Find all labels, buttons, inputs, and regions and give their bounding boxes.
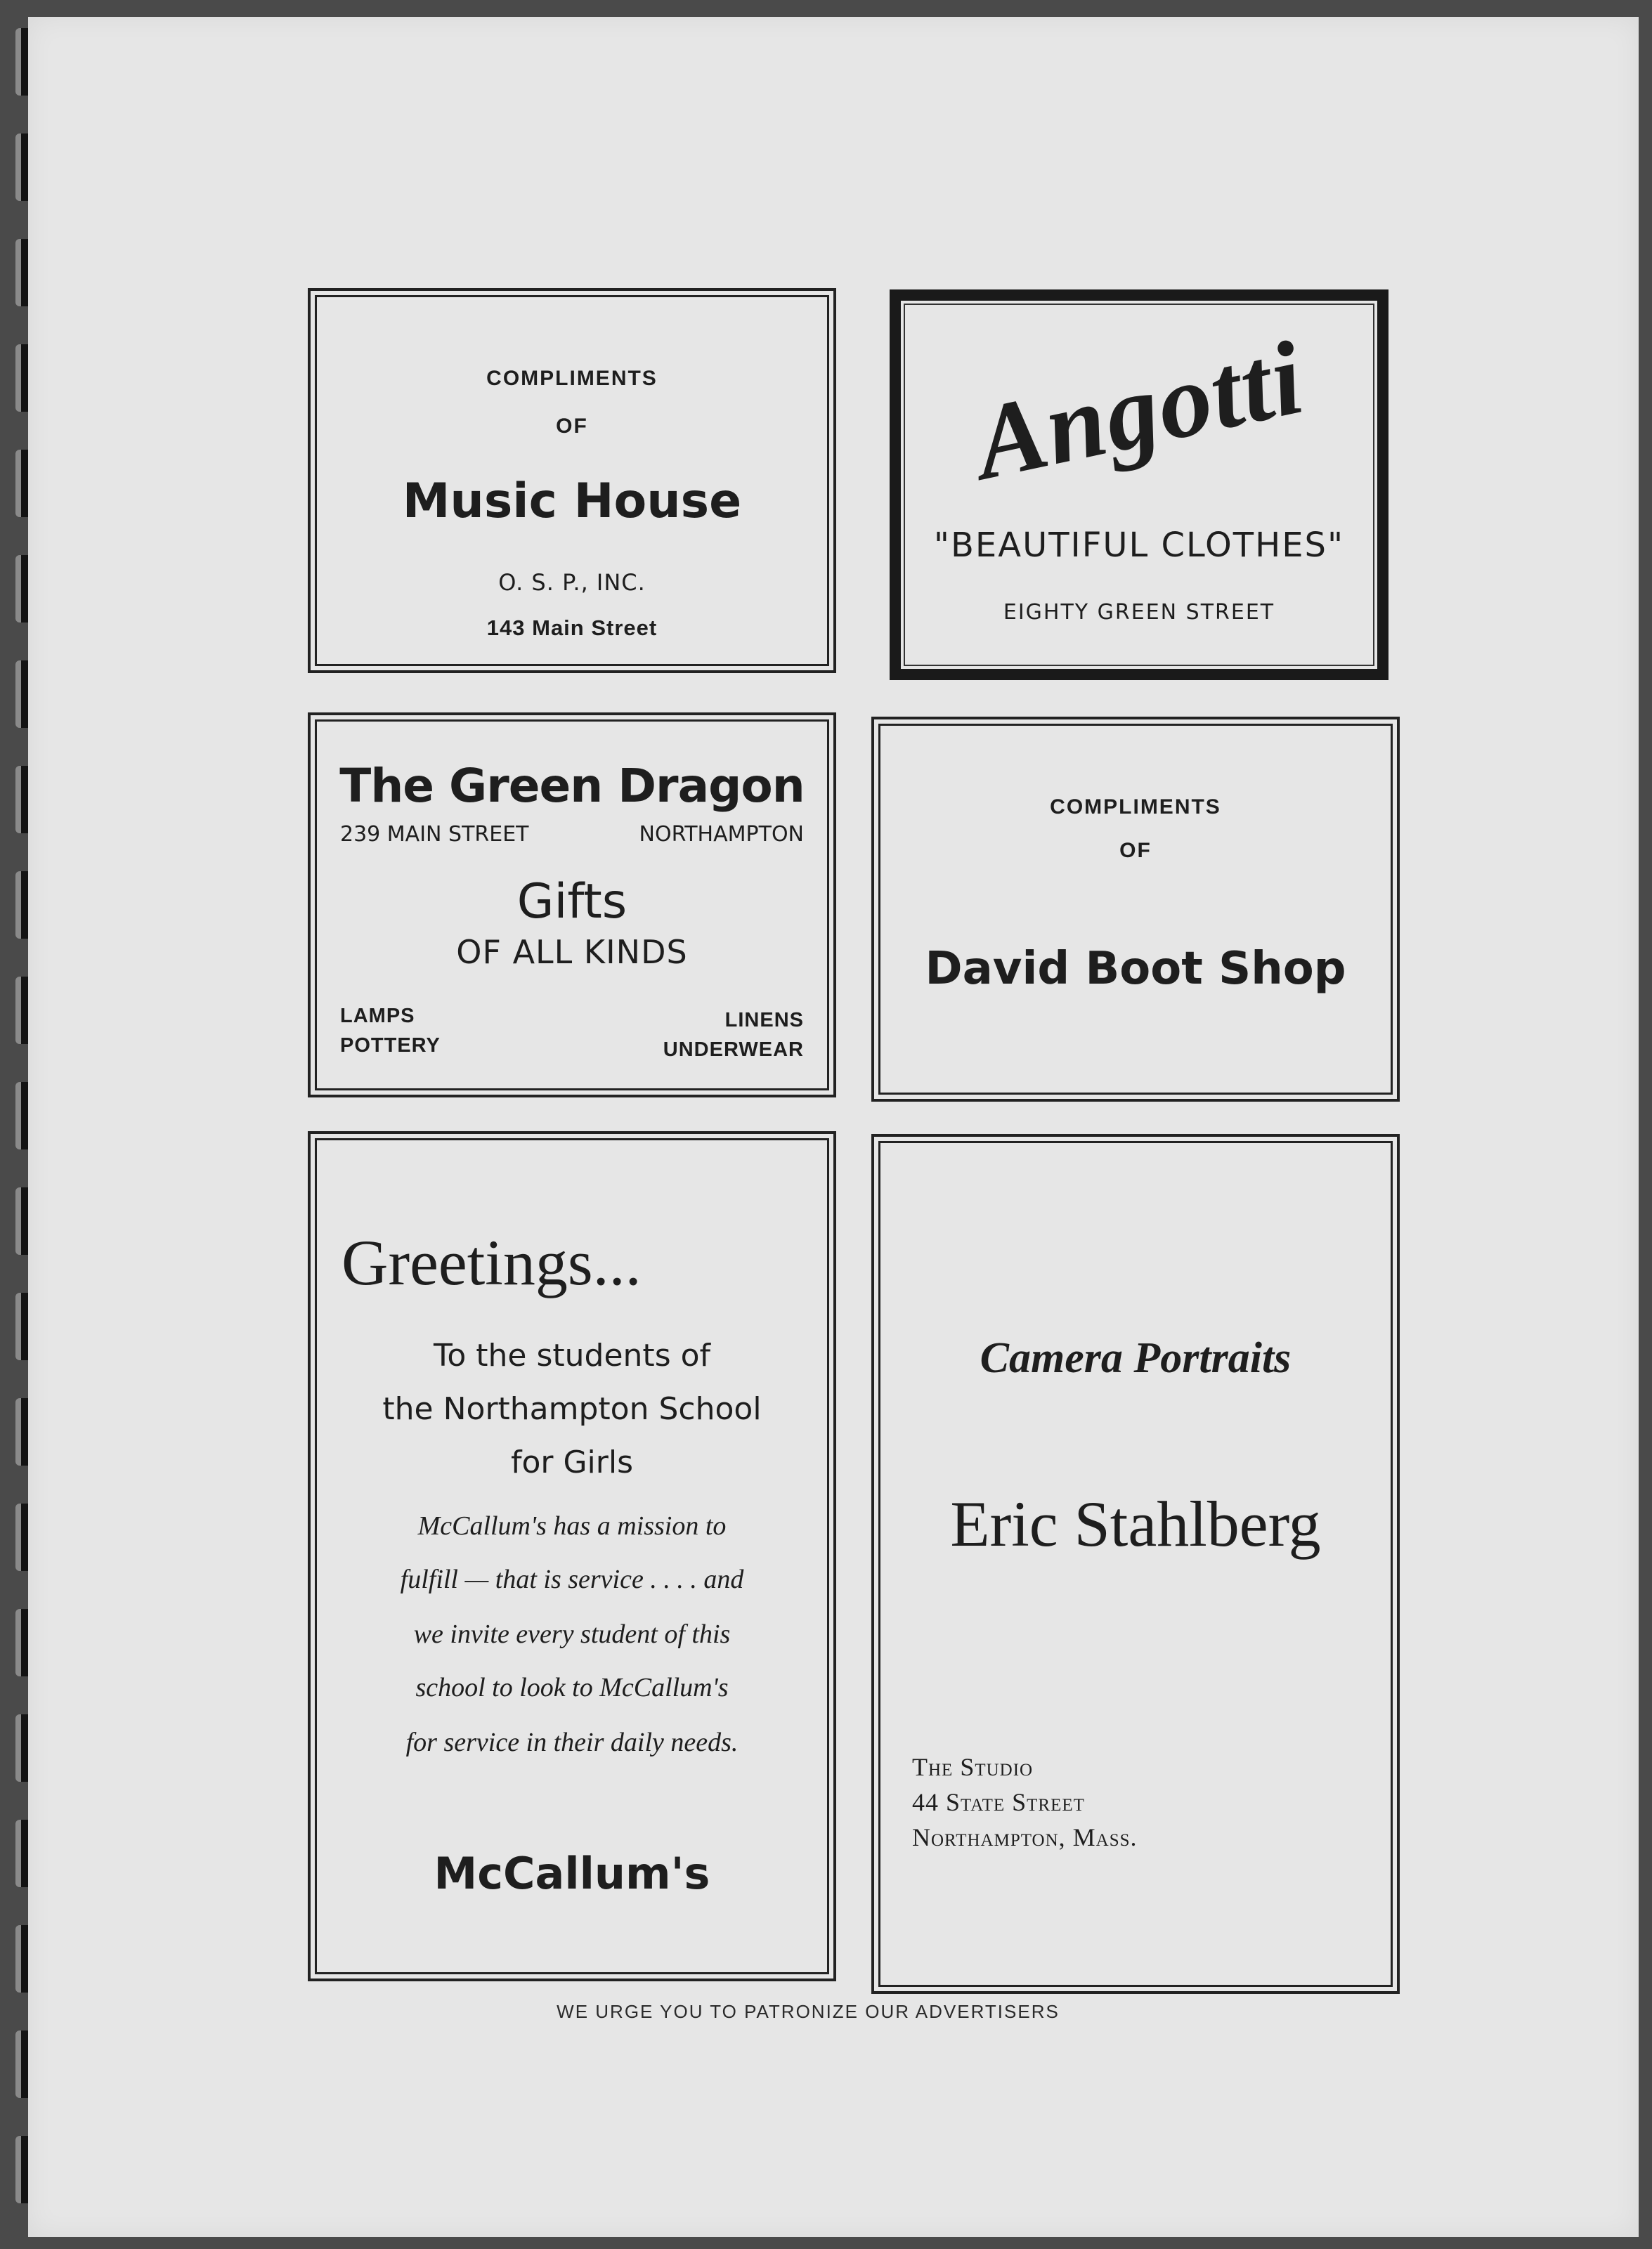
ad-mccallums (308, 1131, 836, 1981)
ad-item-pottery: POTTERY (340, 1034, 441, 1057)
ad-eric-stahlberg (871, 1134, 1400, 1994)
ad-angotti-logo: Angotti (964, 318, 1314, 502)
ad-address: EIGHTY GREEN STREET (1003, 600, 1275, 625)
page-footer: WE URGE YOU TO PATRONIZE OUR ADVERTISERS (557, 2001, 1060, 2022)
ad-greeting: Greetings... (342, 1227, 642, 1298)
ad-item-linens: LINENS (724, 1009, 804, 1031)
ad-greeting-line: for Girls (510, 1445, 634, 1480)
ad-body-line: for service in their daily needs. (405, 1728, 739, 1757)
ad-address: 143 Main Street (486, 615, 658, 640)
ad-of-label: OF (1119, 839, 1152, 862)
ad-music-house (308, 288, 836, 673)
ad-of-label: OF (556, 415, 588, 438)
ad-david-boot-shop (871, 717, 1400, 1102)
ad-item-underwear: UNDERWEAR (663, 1038, 804, 1061)
advertisement-page (28, 17, 1639, 2237)
ad-gifts: Gifts (516, 874, 627, 930)
ad-business-name: The Green Dragon (339, 759, 805, 813)
ad-city: NORTHAMPTON (639, 822, 804, 847)
ad-company-line: O. S. P., INC. (498, 569, 646, 596)
ad-green-dragon (308, 712, 836, 1097)
ad-compliments-label: COMPLIMENTS (486, 367, 658, 390)
ad-business-name: David Boot Shop (925, 943, 1346, 995)
ad-body-line: fulfill — that is service . . . . and (400, 1565, 744, 1594)
ad-business-name: McCallum's (434, 1848, 710, 1899)
ad-street: 239 MAIN STREET (340, 822, 529, 847)
ad-greeting-line: the Northampton School (382, 1391, 762, 1427)
ad-kinds: OF ALL KINDS (456, 933, 688, 971)
ad-compliments-label: COMPLIMENTS (1050, 795, 1221, 819)
ad-tagline: "BEAUTIFUL CLOTHES" (933, 526, 1345, 565)
ad-business-name: Music House (402, 474, 742, 529)
ad-heading: Camera Portraits (980, 1334, 1292, 1382)
ad-angotti (890, 289, 1388, 680)
ad-address-line: The Studio (912, 1753, 1034, 1781)
ad-item-lamps: LAMPS (340, 1005, 415, 1027)
ad-body-line: school to look to McCallum's (415, 1673, 729, 1702)
ad-business-name: Eric Stahlberg (950, 1488, 1321, 1560)
ad-body-line: we invite every student of this (413, 1619, 731, 1649)
ad-address-line: 44 State Street (912, 1788, 1085, 1816)
ad-address-line: Northampton, Mass. (912, 1823, 1138, 1851)
ad-greeting-line: To the students of (433, 1338, 711, 1374)
ad-body-line: McCallum's has a mission to (417, 1511, 727, 1541)
